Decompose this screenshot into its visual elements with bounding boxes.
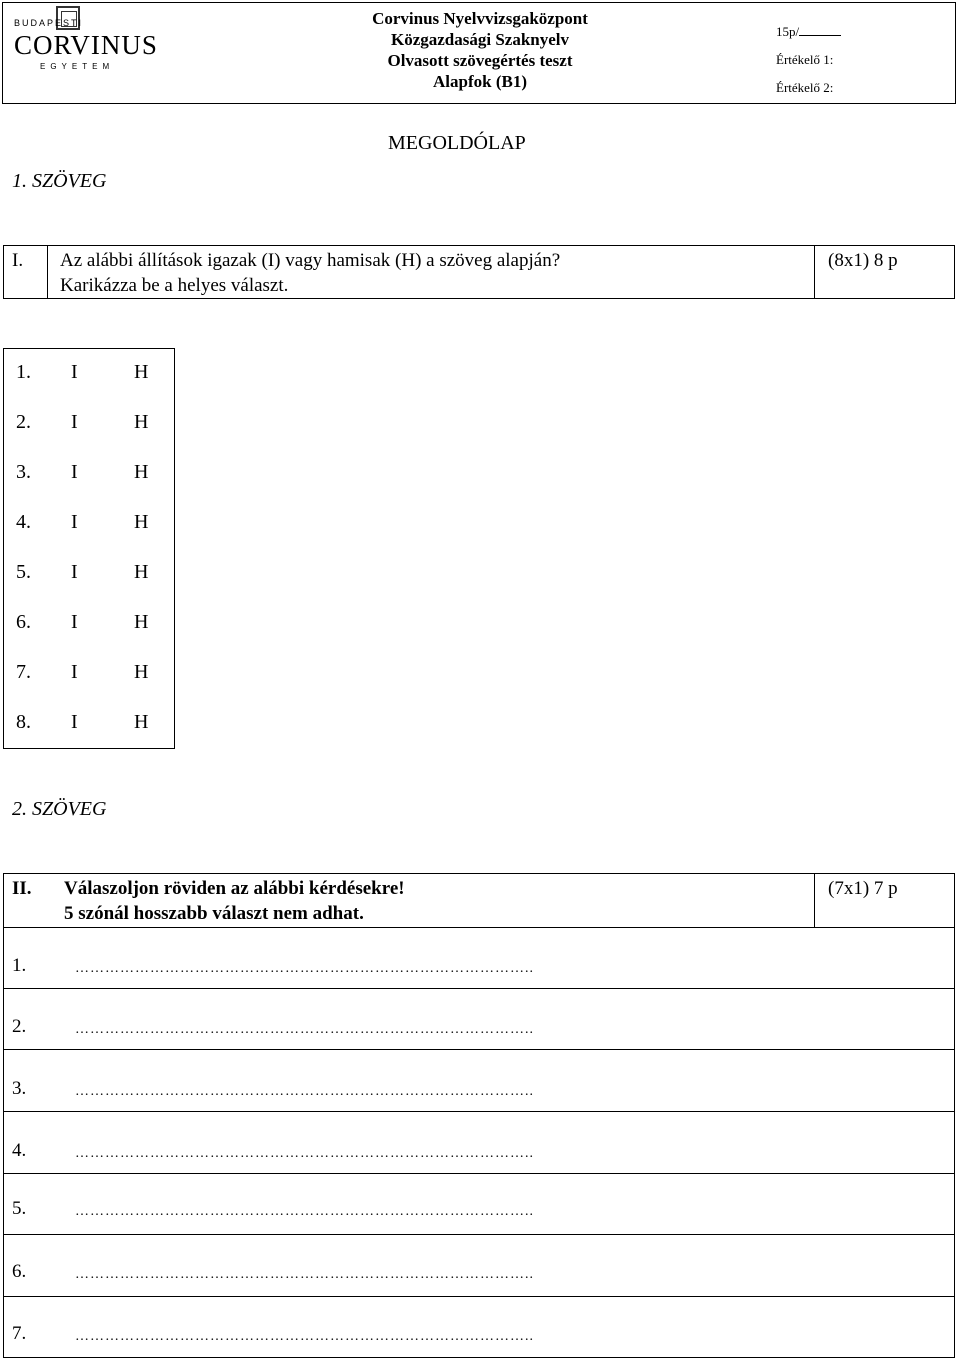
- answer-row: [3, 1173, 955, 1235]
- option-i[interactable]: I: [71, 711, 78, 733]
- section2-instruction: [64, 876, 405, 926]
- option-h[interactable]: H: [134, 461, 149, 483]
- option-i[interactable]: I: [71, 411, 78, 433]
- logo-top-text: BUDAPESTI: [14, 18, 84, 28]
- row-number: 4.: [16, 511, 31, 533]
- text1-heading: 1. SZÖVEG: [12, 170, 107, 192]
- section1-number: I.: [12, 250, 24, 271]
- section2-divider: [814, 873, 815, 927]
- section2-points: (7x1) 7 p: [828, 878, 898, 899]
- answer-row: [3, 927, 955, 989]
- answer-number: 4.: [12, 1140, 27, 1161]
- section1-divider: [814, 245, 815, 299]
- answer-line[interactable]: ………………………………………………………………………………..: [75, 1267, 534, 1282]
- logo-main-text: CORVINUS: [14, 30, 158, 60]
- answer-line[interactable]: ………………………………………………………………………………..: [75, 1329, 534, 1344]
- answer-number: 2.: [12, 1016, 27, 1037]
- section1-divider: [47, 245, 48, 299]
- section1-instruction-line: Karikázza be a helyes választ.: [60, 275, 289, 296]
- text2-heading: 2. SZÖVEG: [12, 798, 107, 820]
- answer-line[interactable]: ………………………………………………………………………………..: [75, 961, 534, 976]
- true-false-table: [3, 348, 175, 749]
- option-h[interactable]: H: [134, 561, 149, 583]
- answer-line[interactable]: ………………………………………………………………………………..: [75, 1146, 534, 1161]
- answer-row: [3, 1111, 955, 1174]
- row-number: 2.: [16, 411, 31, 433]
- header-title-line: Alapfok (B1): [433, 72, 527, 91]
- answer-row: [3, 1049, 955, 1112]
- score-blank: [799, 25, 841, 36]
- row-number: 7.: [16, 661, 31, 683]
- option-i[interactable]: I: [71, 461, 78, 483]
- section2-number: II.: [12, 878, 32, 899]
- row-number: 6.: [16, 611, 31, 633]
- answer-row: [3, 1296, 955, 1356]
- option-h[interactable]: H: [134, 511, 149, 533]
- option-h[interactable]: H: [134, 711, 149, 733]
- section1-instruction: [60, 248, 560, 298]
- evaluator-2: Értékelő 2:: [776, 80, 834, 95]
- evaluator-1: Értékelő 1:: [776, 52, 834, 67]
- row-number: 3.: [16, 461, 31, 483]
- answer-line[interactable]: ………………………………………………………………………………..: [75, 1022, 534, 1037]
- option-i[interactable]: I: [71, 611, 78, 633]
- option-i[interactable]: I: [71, 661, 78, 683]
- header-title-line: Corvinus Nyelvvizsgaközpont: [372, 9, 588, 28]
- answer-line[interactable]: ………………………………………………………………………………..: [75, 1084, 534, 1099]
- row-number: 5.: [16, 561, 31, 583]
- corvinus-logo: [14, 4, 158, 71]
- answer-number: 5.: [12, 1198, 27, 1219]
- section2-instruction-line: 5 szónál hosszabb választ nem adhat.: [64, 903, 364, 924]
- header-title-line: Olvasott szövegértés teszt: [387, 51, 573, 70]
- option-i[interactable]: I: [71, 511, 78, 533]
- header-title-line: Közgazdasági Szaknyelv: [390, 30, 570, 49]
- answer-row: [3, 1234, 955, 1297]
- score-block: [776, 18, 841, 102]
- answer-row: [3, 988, 955, 1050]
- section1-instruction-line: Az alábbi állítások igazak (I) vagy hamisak (H) a szöveg alapján?: [60, 250, 561, 271]
- option-h[interactable]: H: [134, 361, 149, 383]
- section1-points: (8x1) 8 p: [828, 250, 898, 271]
- header-title: [300, 8, 660, 92]
- score-label: 15p/: [776, 24, 800, 39]
- section2-instruction-line: Válaszoljon röviden az alábbi kérdésekre!: [64, 878, 405, 899]
- answer-number: 7.: [12, 1323, 27, 1344]
- answer-number: 3.: [12, 1078, 27, 1099]
- answer-number: 1.: [12, 955, 27, 976]
- logo-bottom-text: EGYETEM: [40, 62, 115, 71]
- option-h[interactable]: H: [134, 611, 149, 633]
- option-i[interactable]: I: [71, 561, 78, 583]
- answer-line[interactable]: ………………………………………………………………………………..: [75, 1204, 534, 1219]
- page-title: MEGOLDÓLAP: [388, 132, 526, 154]
- row-number: 1.: [16, 361, 31, 383]
- option-i[interactable]: I: [71, 361, 78, 383]
- option-h[interactable]: H: [134, 411, 149, 433]
- row-number: 8.: [16, 711, 31, 733]
- answer-number: 6.: [12, 1261, 27, 1282]
- option-h[interactable]: H: [134, 661, 149, 683]
